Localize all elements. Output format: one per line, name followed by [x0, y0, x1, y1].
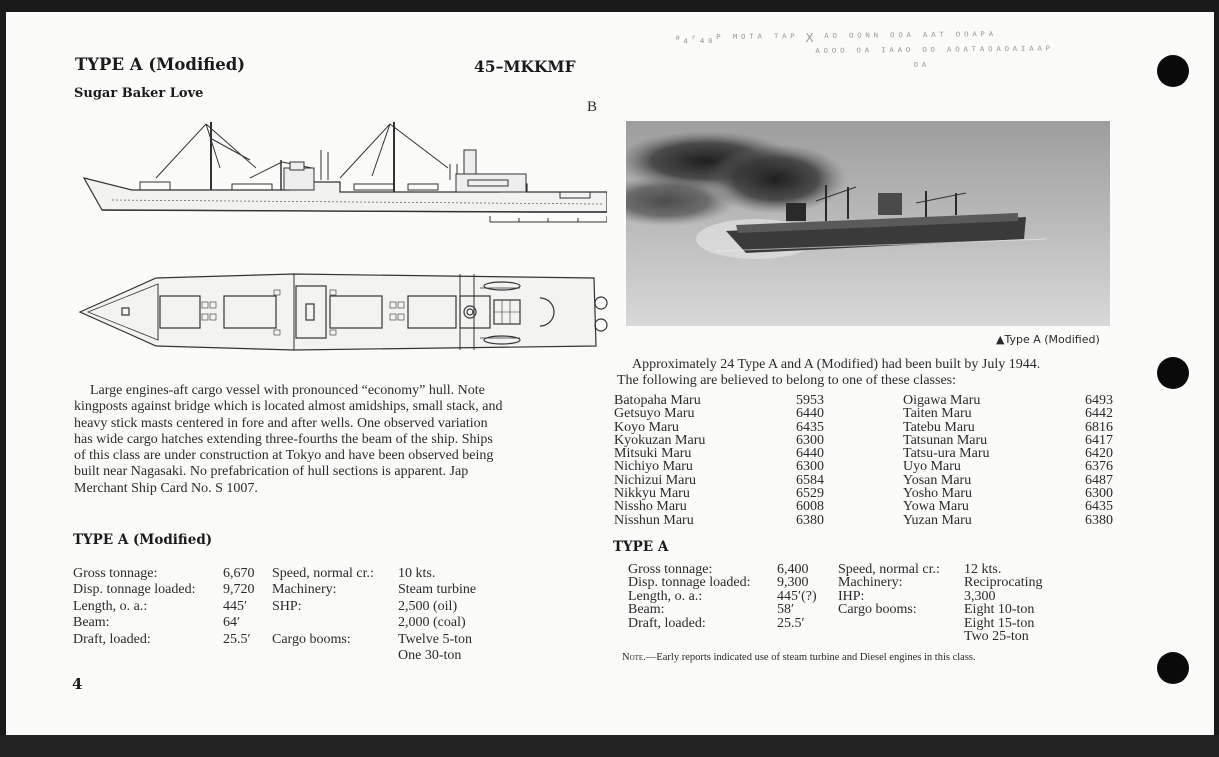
ship-row	[903, 487, 1113, 500]
ship-plan-drawing	[74, 268, 608, 358]
ship-name: Nichizui Maru	[614, 472, 697, 488]
footnote: Note.—Early reports indicated use of steam turbine and Diesel engines in this class.	[622, 652, 976, 663]
page-title: TYPE A (Modified)	[75, 55, 246, 74]
ship-tonnage: 6440	[796, 446, 824, 462]
spec-typea-labels-1: Gross tonnage: Disp. tonnage loaded: Length, o. a.: Beam: Draft, loaded:	[628, 562, 751, 631]
intro-text: Approximately 24 Type A and A (Modified) had been built by July 1944. The following are believed to belong to one of these classes:	[617, 357, 1041, 389]
spec-modified-labels-2: Speed, normal cr.: Machinery: SHP: Cargo booms:	[272, 566, 374, 647]
ship-name: Getsuyo Maru	[614, 406, 695, 422]
ship-tonnage: 6487	[1085, 472, 1113, 488]
ship-tonnage: 6376	[1085, 459, 1113, 475]
ship-tonnage: 6440	[796, 406, 824, 422]
ship-name: Oigawa Maru	[903, 393, 981, 408]
ship-name: Uyo Maru	[903, 459, 961, 475]
ship-row	[614, 460, 824, 473]
ship-tonnage: 6300	[1085, 486, 1113, 502]
ship-name: Kyokuzan Maru	[614, 432, 706, 448]
punch-hole-bottom	[1157, 652, 1189, 684]
ship-row	[903, 434, 1113, 447]
page-bottom-edge	[0, 735, 1219, 757]
ship-name: Mitsuki Maru	[614, 446, 692, 462]
ship-name: Nichiyo Maru	[614, 459, 693, 475]
ship-description: Large engines-aft cargo vessel with pronounced “economy” hull. Note kingposts against bridge which is located almost amidships, small stack, and heavy stick masts centered in fore and after wells. One observed variation has wide cargo hatches extending three-fourths the beam of the ship. Ships of this class are under construction at Tokyo and have been observed being built near Nagasaki. No prefabrication of hull sections is apparent. Jap Merchant Ship Card No. S 1007.	[74, 383, 503, 496]
photo-caption: ▲Type A (Modified)	[996, 333, 1100, 346]
spec-typea-heading: TYPE A	[613, 539, 669, 555]
ship-tonnage: 6435	[1085, 499, 1113, 515]
spec-modified-heading: TYPE A (Modified)	[73, 532, 213, 548]
ship-name: Tatsu-ura Maru	[903, 446, 990, 462]
ship-tonnage: 6300	[796, 432, 824, 448]
punch-hole-top	[1157, 55, 1189, 87]
ship-tonnage: 6529	[796, 486, 824, 502]
ship-tonnage: 5953	[796, 393, 824, 408]
spec-modified-values-2: 10 kts. Steam turbine 2,500 (oil) 2,000 (coal) Twelve 5-ton One 30-ton	[398, 566, 477, 664]
ship-photograph	[626, 121, 1110, 326]
ship-row	[903, 514, 1113, 527]
ship-name: Yowa Maru	[903, 499, 969, 515]
document-page	[6, 12, 1214, 735]
ship-row	[614, 421, 824, 434]
ship-row	[614, 407, 824, 420]
ship-row	[614, 394, 824, 407]
ship-row	[903, 460, 1113, 473]
ship-name: Nisshun Maru	[614, 512, 694, 528]
ship-row	[903, 421, 1113, 434]
ship-tonnage: 6417	[1085, 432, 1113, 448]
spec-typea-labels-2: Speed, normal cr.: Machinery: IHP: Cargo booms:	[838, 562, 940, 618]
ship-row	[903, 407, 1113, 420]
ship-tonnage: 6420	[1085, 446, 1113, 462]
ship-row	[614, 487, 824, 500]
ship-row	[614, 474, 824, 487]
ship-tonnage: 6380	[796, 512, 824, 528]
ship-tonnage: 6300	[796, 459, 824, 475]
punch-hole-middle	[1157, 357, 1189, 389]
ship-row	[614, 434, 824, 447]
ship-list-right	[903, 394, 1113, 527]
ship-name: Yuzan Maru	[903, 512, 972, 528]
ship-tonnage: 6816	[1085, 419, 1113, 435]
ship-row	[614, 447, 824, 460]
faded-stamp: ᵃ₄ʳ₄₀ᴾ ᴹᴼᵀᴬ ᵀᴬᴾ Ⅹ ᴬᴼ ᴼᴼᴺᴺ ᴼᴼᴬ ᴬᴬᵀ ᴼᴼᴬᴾᴬ ᴬᴼᴼᴼ ᴼᴬ ᴵᴬᴬᴼ ᴼᴼ ᴬᴼᴬᵀᴬᴼᴬᴼᴬᴵᴬᴬᴾ ᴼᴬ	[673, 29, 1053, 74]
ship-row	[903, 447, 1113, 460]
ship-row	[903, 394, 1113, 407]
ship-tonnage: 6442	[1085, 406, 1113, 422]
ship-tonnage: 6584	[796, 472, 824, 488]
spec-typea-values-1: 6,400 9,300 445′(?) 58′ 25.5′	[777, 562, 817, 631]
ship-list-left	[614, 394, 824, 527]
spec-modified-values-1: 6,670 9,720 445′ 64′ 25.5′	[223, 566, 255, 647]
ship-profile-drawing	[72, 112, 607, 237]
ship-name: Yosho Maru	[903, 486, 972, 502]
ship-row	[614, 500, 824, 513]
spec-typea-values-2: 12 kts. Reciprocating 3,300 Eight 10-ton Eight 15-ton Two 25-ton	[964, 562, 1043, 645]
ship-row	[903, 474, 1113, 487]
ship-name: Tatsunan Maru	[903, 432, 988, 448]
ship-name: Tatebu Maru	[903, 419, 975, 435]
ship-row	[903, 500, 1113, 513]
page-subtitle: Sugar Baker Love	[74, 86, 204, 101]
spec-modified-labels-1: Gross tonnage: Disp. tonnage loaded: Length, o. a.: Beam: Draft, loaded:	[73, 566, 196, 647]
ship-tonnage: 6493	[1085, 393, 1113, 408]
ship-tonnage: 6008	[796, 499, 824, 515]
ship-name: Batopaha Maru	[614, 393, 701, 408]
ship-name: Koyo Maru	[614, 419, 679, 435]
ship-tonnage: 6435	[796, 419, 824, 435]
ship-row	[614, 514, 824, 527]
plate-letter: B	[587, 99, 598, 115]
ship-name: Taiten Maru	[903, 406, 972, 422]
page-number: 4	[72, 675, 83, 693]
ship-name: Nikkyu Maru	[614, 486, 690, 502]
ship-name: Yosan Maru	[903, 472, 972, 488]
ship-name: Nissho Maru	[614, 499, 687, 515]
ship-tonnage: 6380	[1085, 512, 1113, 528]
ship-class-code: 45–MKKMF	[474, 57, 576, 76]
